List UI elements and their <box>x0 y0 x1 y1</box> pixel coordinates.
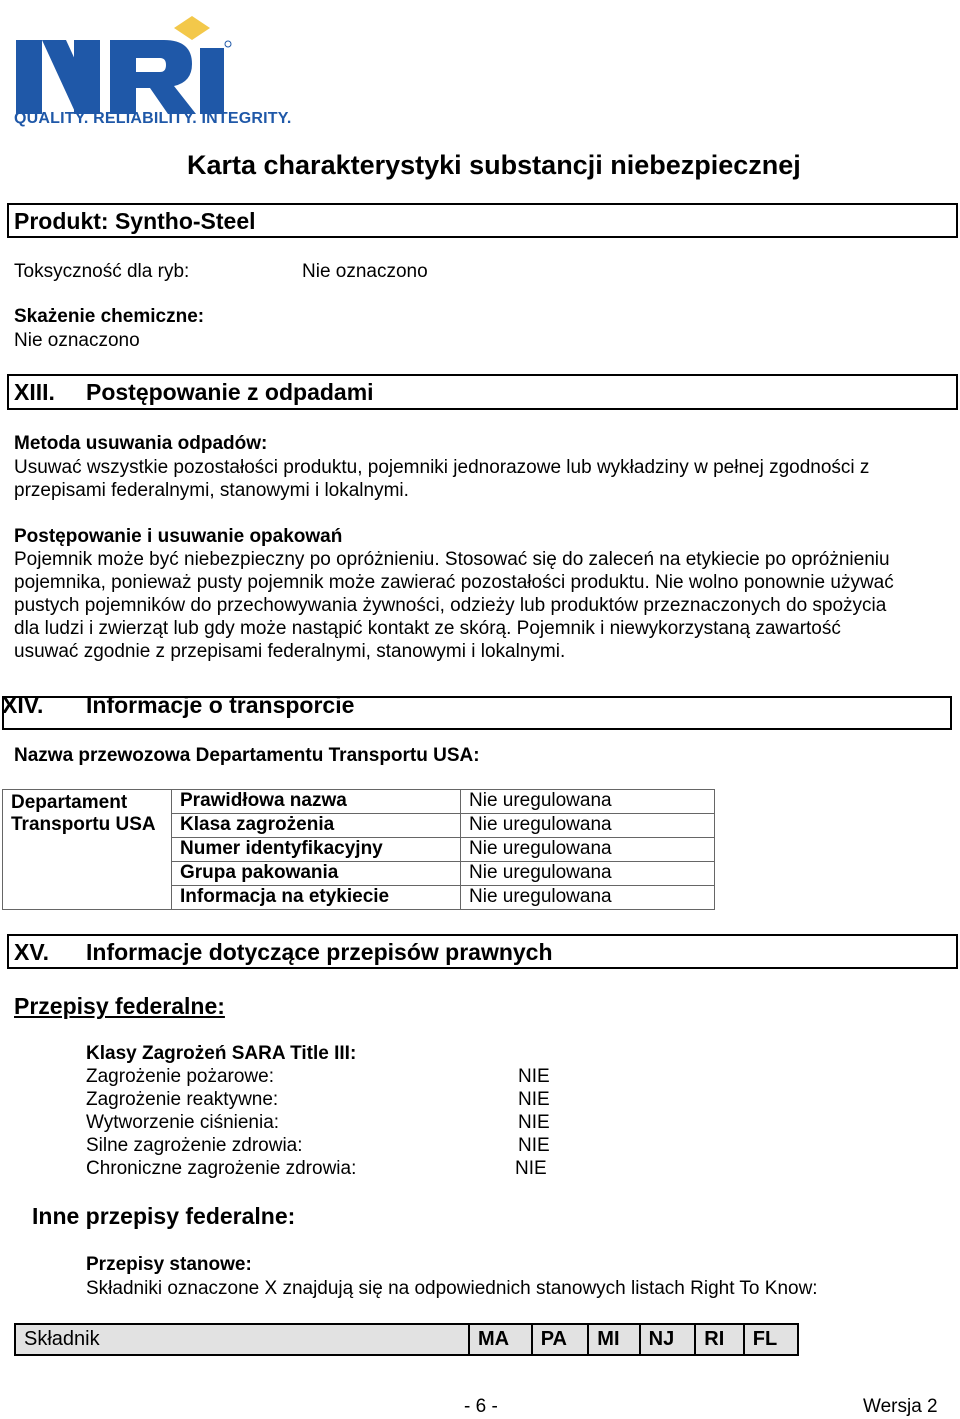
state-column-header: MI <box>588 1324 639 1355</box>
transport-field-label: Numer identyfikacyjny <box>172 838 461 862</box>
federal-regulations-heading: Przepisy federalne: <box>14 993 225 1019</box>
transport-field-label: Klasa zagrożenia <box>172 814 461 838</box>
transport-table <box>2 789 715 910</box>
sara-hazard-value: NIE <box>515 1158 547 1179</box>
state-column-header: PA <box>532 1324 589 1355</box>
section-14-number: XIV. <box>2 692 44 718</box>
section-13-number: XIII. <box>14 379 55 405</box>
state-column-header: RI <box>695 1324 744 1355</box>
chem-contamination-value: Nie oznaczono <box>14 330 140 351</box>
state-regulations-heading: Przepisy stanowe: <box>86 1254 252 1275</box>
state-regulations-text: Składniki oznaczone X znajdują się na odpowiednich stanowych listach Right To Know: <box>86 1278 818 1299</box>
transport-field-value: Nie uregulowana <box>461 814 715 838</box>
dot-department-label <box>3 790 172 910</box>
chem-contamination-label: Skażenie chemiczne: <box>14 306 205 327</box>
section-13-title: Postępowanie z odpadami <box>86 379 374 405</box>
state-column-header: NJ <box>640 1324 696 1355</box>
disposal-heading: Metoda usuwania odpadów: <box>14 433 268 454</box>
table-row <box>15 1324 798 1355</box>
dot-heading: Nazwa przewozowa Departamentu Transportu USA: <box>14 745 480 766</box>
sara-hazard-value: NIE <box>518 1066 550 1087</box>
section-14-title: Informacje o transporcie <box>86 692 355 718</box>
fish-toxicity-label: Toksyczność dla ryb: <box>14 261 190 282</box>
dept-line: Departament <box>11 792 128 813</box>
page-number: - 6 - <box>464 1396 498 1417</box>
packaging-line: pojemnika, ponieważ pusty pojemnik może zawierać pozostałości produktu. Nie wolno ponownie używać <box>14 572 894 593</box>
transport-field-label: Informacja na etykiecie <box>172 886 461 910</box>
ingredient-column-header: Składnik <box>15 1324 469 1355</box>
state-column-header: MA <box>469 1324 532 1355</box>
sara-heading: Klasy Zagrożeń SARA Title III: <box>86 1043 357 1064</box>
packaging-heading: Postępowanie i usuwanie opakowań <box>14 526 343 547</box>
sara-hazard-value: NIE <box>518 1089 550 1110</box>
document-version: Wersja 2 <box>863 1396 938 1417</box>
sara-hazard-label: Silne zagrożenie zdrowia: <box>86 1135 303 1156</box>
transport-field-value: Nie uregulowana <box>461 838 715 862</box>
section-15-number: XV. <box>14 939 49 965</box>
disposal-line: przepisami federalnymi, stanowymi i lokalnymi. <box>14 480 409 501</box>
transport-field-value: Nie uregulowana <box>461 886 715 910</box>
packaging-line: pustych pojemników do przechowywania żywności, odzieży lub produktów przeznaczonych do spożycia <box>14 595 887 616</box>
sara-hazard-label: Zagrożenie reaktywne: <box>86 1089 279 1110</box>
product-name: Produkt: Syntho-Steel <box>14 208 256 234</box>
fish-toxicity-value: Nie oznaczono <box>302 261 428 282</box>
sara-hazard-value: NIE <box>518 1112 550 1133</box>
packaging-line: Pojemnik może być niebezpieczny po opróżnieniu. Stosować się do zaleceń na etykiecie po opróżnieniu <box>14 549 890 570</box>
table-row <box>3 790 715 814</box>
logo-tagline: QUALITY. RELIABILITY. INTEGRITY. <box>14 110 292 127</box>
transport-field-value: Nie uregulowana <box>461 790 715 814</box>
dept-line: Transportu USA <box>11 814 156 835</box>
sara-hazard-label: Zagrożenie pożarowe: <box>86 1066 274 1087</box>
state-column-header: FL <box>744 1324 798 1355</box>
packaging-line: dla ludzi i zwierząt lub gdy może nastąpić kontakt ze skórą. Pojemnik i niewykorzystaną zawartość <box>14 618 841 639</box>
transport-field-value: Nie uregulowana <box>461 862 715 886</box>
packaging-line: usuwać zgodnie z przepisami federalnymi, stanowymi i lokalnymi. <box>14 641 566 662</box>
document-title: Karta charakterystyki substancji niebezpiecznej <box>187 150 801 180</box>
transport-field-label: Prawidłowa nazwa <box>172 790 461 814</box>
disposal-line: Usuwać wszystkie pozostałości produktu, pojemniki jednorazowe lub wykładziny w pełnej zgodności z <box>14 457 870 478</box>
sara-hazard-label: Chroniczne zagrożenie zdrowia: <box>86 1158 357 1179</box>
ingredient-table-header <box>14 1323 799 1356</box>
transport-field-label: Grupa pakowania <box>172 862 461 886</box>
sara-hazard-value: NIE <box>518 1135 550 1156</box>
other-federal-heading: Inne przepisy federalne: <box>32 1203 296 1229</box>
section-15-title: Informacje dotyczące przepisów prawnych <box>86 939 553 965</box>
sara-hazard-label: Wytworzenie ciśnienia: <box>86 1112 280 1133</box>
